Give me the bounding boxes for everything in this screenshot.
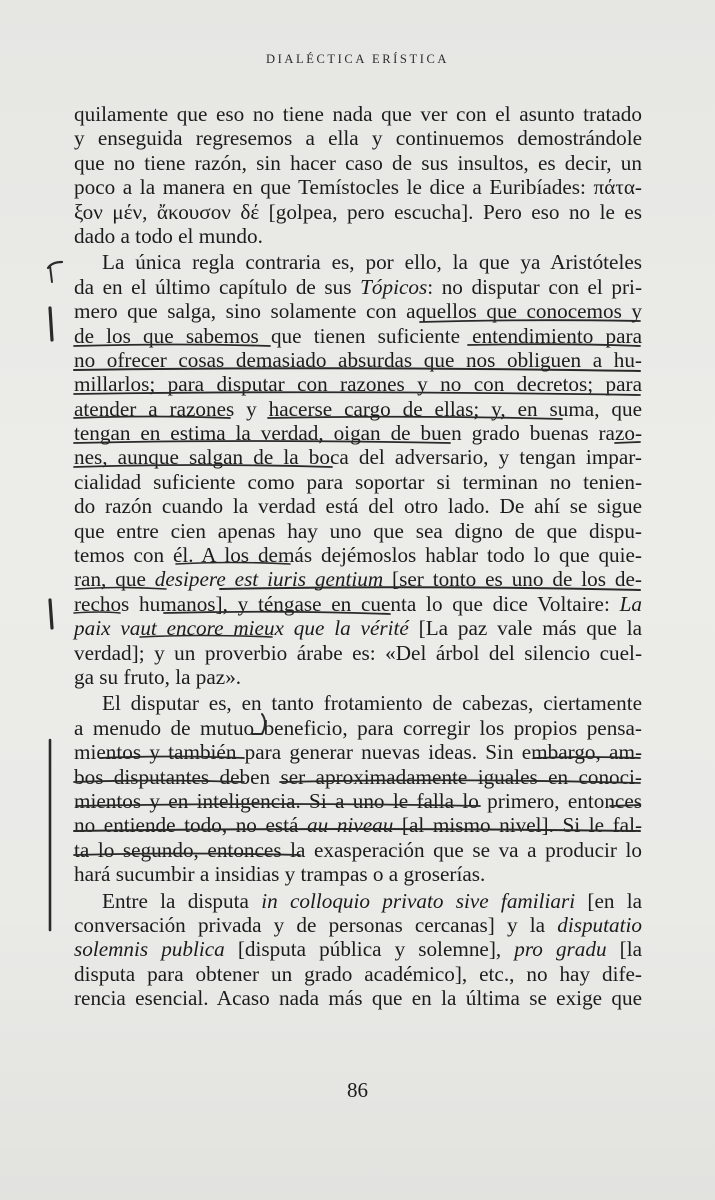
text-line: cialidad suficiente como para soportar si terminan no tenien- [74, 469, 642, 494]
paragraph [74, 691, 642, 886]
bracket-mark [48, 262, 62, 268]
paragraph [74, 250, 642, 689]
text-line: de los que sabemos que tienen suficiente entendimiento para [74, 323, 642, 348]
text-line: rechos humanos], y téngase en cuenta lo que dice Voltaire: La [74, 591, 642, 616]
text-line: poco a la manera en que Temístocles le dice a Euribíades: πάτα- [74, 175, 642, 200]
text-line: que entre cien apenas hay uno que sea digno de que dispu- [74, 518, 642, 543]
text-line: disputa para obtener un grado académico], etc., no hay dife- [74, 961, 642, 986]
text-line: que no tiene razón, sin hacer caso de sus insultos, es decir, un [74, 150, 642, 175]
text-line: rencia esencial. Acaso nada más que en la última se exige que [74, 986, 642, 1011]
text-line: millarlos; para disputar con razones y no con decretos; para [74, 372, 642, 397]
text-line: conversación privada y de personas cercanas] y la disputatio [74, 912, 642, 937]
text-line: bos disputantes deben ser aproximadamente iguales en conoci- [74, 764, 642, 789]
paragraph [74, 889, 642, 1011]
margin-bar [50, 308, 52, 340]
text-line: atender a razones y hacerse cargo de ellas; y, en suma, que [74, 396, 642, 421]
italic-text: La [619, 591, 642, 616]
italic-text: disputatio [557, 912, 642, 937]
text-line: Entre la disputa in colloquio privato sive familiari [en la [102, 888, 643, 913]
text-line: quilamente que eso no tiene nada que ver con el asunto tratado [74, 102, 642, 126]
text-line: ta lo segundo, entonces la exasperación que se va a producir lo [74, 837, 642, 862]
italic-text: au niveau [307, 813, 394, 838]
text-line: a menudo de mutuo beneficio, para corregir los propios pensa- [74, 715, 642, 740]
running-header: DIALÉCTICA ERÍSTICA [265, 52, 450, 66]
text-line: mero que salga, sino solamente con aquellos que conocemos y [74, 299, 642, 324]
text-line: El disputar es, en tanto frotamiento de cabezas, ciertamente [102, 691, 642, 716]
italic-text: solemnis publica [74, 937, 225, 962]
italic-text: in colloquio privato sive familiari [261, 888, 576, 913]
text-line: ξον μέν, ἄκουσον δέ [golpea, pero escucha]. Pero eso no le es [74, 199, 642, 224]
text-line: mientos y en inteligencia. Si a uno le falla lo primero, entonces [74, 788, 642, 813]
margin-bar [50, 600, 52, 628]
text-line: temos con él. A los demás dejémoslos hablar todo lo que quie- [74, 543, 642, 568]
text-line: hará sucumbir a insidias y trampas o a groserías. [74, 862, 486, 887]
text-line: mientos y también para generar nuevas ideas. Sin embargo, am- [74, 740, 642, 765]
page-number: 86 [347, 1078, 368, 1102]
text-line: no ofrecer cosas demasiado absurdas que nos obliguen a hu- [74, 347, 642, 372]
text-line: no entiende todo, no está au niveau [al mismo nivel]. Si le fal- [74, 813, 643, 838]
text-line: tengan en estima la verdad, oigan de buen grado buenas razo- [74, 421, 642, 446]
text-line: La única regla contraria es, por ello, la que ya Aristóteles [102, 250, 642, 275]
text-line: ran, que desipere est iuris gentium [ser tonto es uno de los de- [74, 567, 642, 592]
text-line: dado a todo el mundo. [74, 223, 263, 248]
text-line: y enseguida regresemos a ella y continuemos demostrándole [74, 126, 642, 151]
paragraph [74, 102, 642, 248]
body-text [74, 102, 642, 1010]
text-line: solemnis publica [disputa pública y solemne], pro gradu [la [74, 937, 642, 962]
text-line: paix vaut encore mieux que la vérité [La paz vale más que la [74, 616, 642, 641]
text-line: ga su fruto, la paz». [74, 664, 242, 689]
italic-text: desipere est iuris gentium [154, 567, 384, 592]
italic-text: pro gradu [514, 937, 607, 962]
italic-text: Tópicos [360, 274, 428, 299]
text-line: verdad]; y un proverbio árabe es: «Del árbol del silencio cuel- [74, 640, 642, 665]
text-line: da en el último capítulo de sus Tópicos: no disputar con el pri- [74, 274, 642, 299]
italic-text: paix vaut encore mieux que la vérité [74, 616, 409, 641]
text-line: do razón cuando la verdad está del otro lado. De ahí se sigue [74, 494, 642, 519]
text-line: nes, aunque salgan de la boca del adversario, y tengan impar- [74, 445, 642, 470]
bracket-mark [50, 266, 52, 282]
